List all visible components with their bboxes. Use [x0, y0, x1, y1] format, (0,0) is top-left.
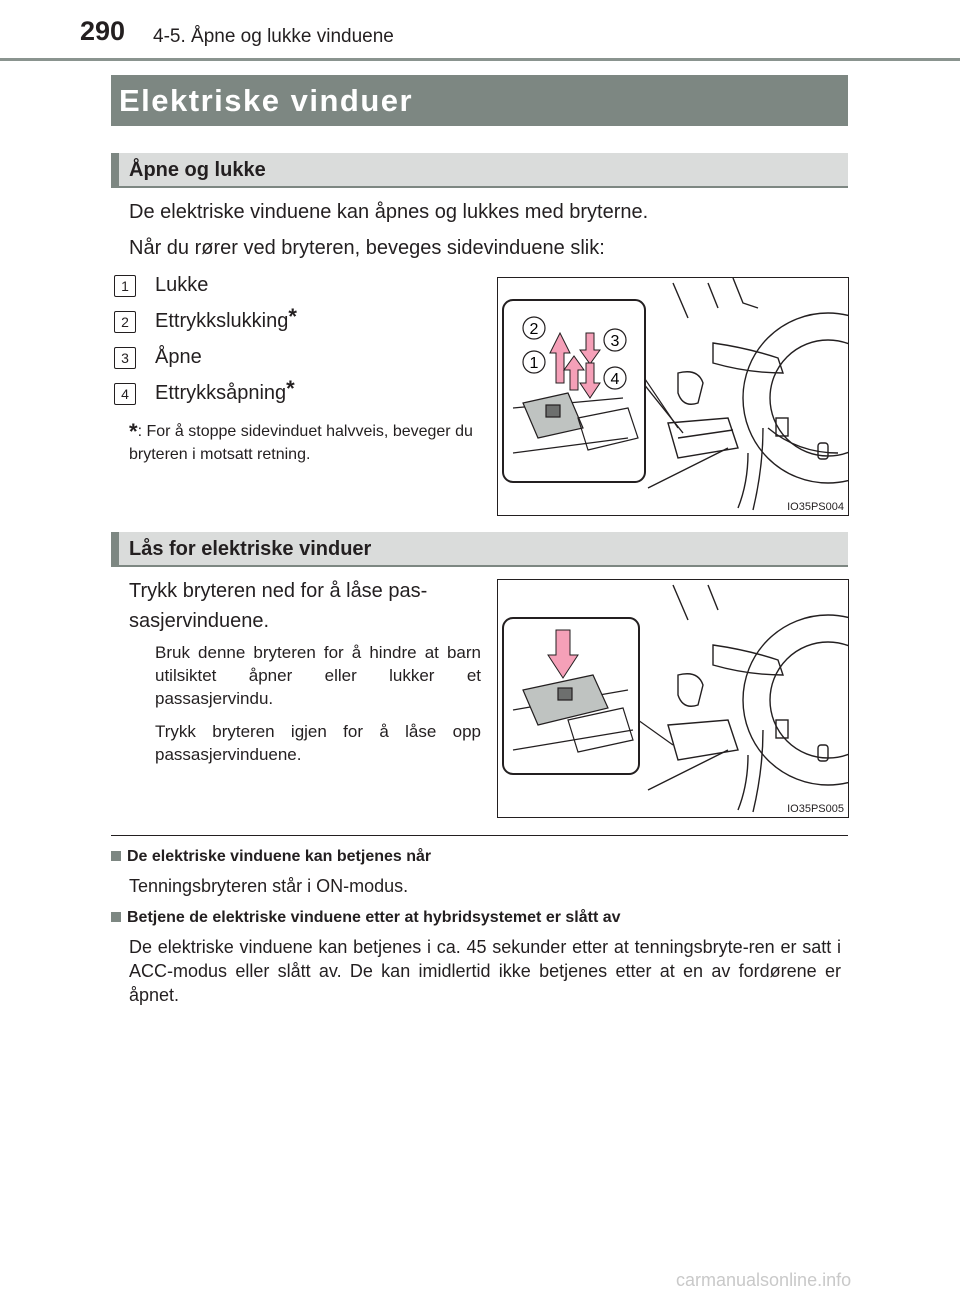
section-heading-text: Lås for elektriske vinduer — [129, 538, 372, 560]
figure-code: IO35PS005 — [787, 803, 844, 815]
square-bullet-icon — [111, 912, 121, 922]
section-separator — [111, 835, 848, 836]
intro-text: Når du rører ved bryteren, beveges sidevinduene slik: — [129, 237, 605, 259]
lock-description: Bruk denne bryteren for å hindre at barn utilsiktet åpner eller lukker et passasjervindu. — [155, 643, 481, 708]
list-item — [155, 376, 295, 408]
figure-label-2: 2 — [529, 321, 539, 338]
item-label: Åpne — [155, 346, 202, 368]
lock-instruction-line: Trykk bryteren ned for å låse pas- — [129, 580, 428, 602]
section-heading-open-close — [111, 153, 848, 188]
page-title: Elektriske vinduer — [119, 83, 414, 118]
page-title-bar — [111, 75, 848, 126]
section-heading-window-lock — [111, 532, 848, 567]
list-item — [155, 346, 202, 372]
item-label: Ettrykksåpning — [155, 382, 287, 404]
item-number: 4 — [114, 383, 136, 405]
watermark: carmanualsonline.info — [676, 1270, 852, 1290]
figure-label-1: 1 — [529, 355, 539, 372]
note-title — [111, 848, 431, 866]
note-text: Tenningsbryteren står i ON-modus. — [129, 876, 409, 896]
figure-label-3: 3 — [610, 333, 620, 350]
figure-code: IO35PS004 — [787, 501, 844, 513]
square-bullet-icon — [111, 851, 121, 861]
switch-illustration — [498, 278, 848, 515]
section-heading-text: Åpne og lukke — [129, 159, 266, 181]
item-number: 1 — [114, 275, 136, 297]
lock-switch-illustration — [498, 580, 848, 817]
intro-text: De elektriske vinduene kan åpnes og lukkes med bryterne. — [129, 201, 649, 223]
note-title — [111, 909, 621, 927]
note-title-text: Betjene de elektriske vinduene etter at hybridsystemet er slått av — [127, 909, 621, 926]
footnote-text: : For å stoppe sidevinduet halvveis, beveger du bryteren i motsatt retning. — [129, 423, 473, 463]
heading-marker — [111, 153, 119, 188]
note-text: De elektriske vinduene kan betjenes i ca. 45 sekunder etter at tenningsbryte-ren er satt i ACC-modus eller slått av. De kan imidlertid ikke betjenes etter at en av fordørene er åpnet. — [129, 937, 841, 1005]
footnote — [129, 420, 477, 466]
chapter-title: 4-5. Åpne og lukke vinduene — [153, 26, 394, 47]
lock-instruction — [129, 576, 479, 636]
list-item — [155, 274, 208, 300]
page-number: 290 — [80, 16, 126, 46]
note-title-text: De elektriske vinduene kan betjenes når — [127, 848, 432, 865]
figure-label-4: 4 — [610, 371, 620, 388]
unlock-description: Trykk bryteren igjen for å låse opp passasjervinduene. — [155, 722, 481, 764]
item-star: * — [288, 304, 297, 329]
item-number: 2 — [114, 311, 136, 333]
heading-marker — [111, 532, 119, 567]
footnote-star: * — [129, 419, 138, 444]
item-label: Lukke — [155, 274, 209, 296]
lock-instruction-line: sasjervinduene. — [129, 610, 270, 632]
list-item — [155, 304, 297, 336]
item-star: * — [286, 376, 295, 401]
item-label: Ettrykkslukking — [155, 310, 289, 332]
item-number: 3 — [114, 347, 136, 369]
figure-window-switch — [497, 277, 849, 516]
figure-lock-switch — [497, 579, 849, 818]
header-rule — [0, 58, 960, 61]
